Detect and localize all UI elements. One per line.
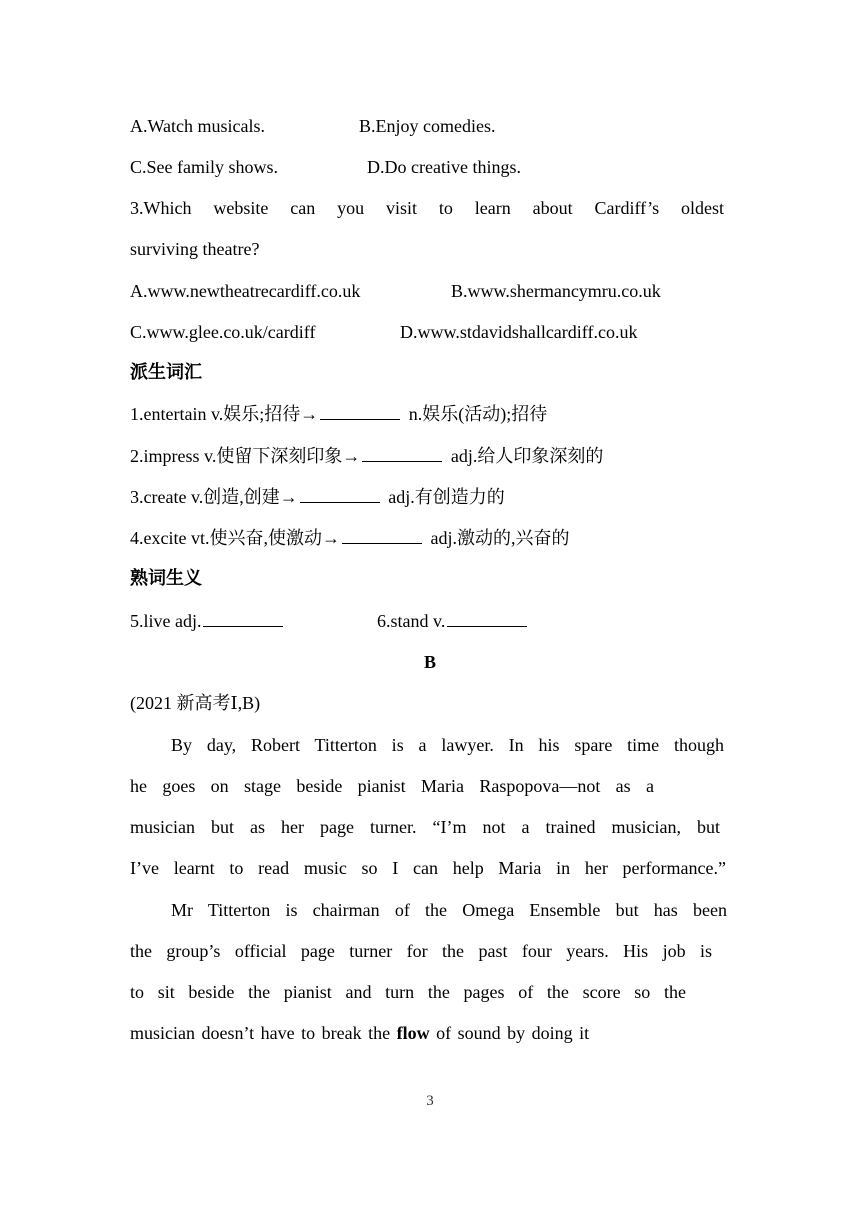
familiar-item-5 xyxy=(130,609,287,633)
derived-item-2-suffix: adj.给人印象深刻的 xyxy=(450,446,604,466)
derived-item-3-suffix: adj.有创造力的 xyxy=(388,487,505,507)
familiar-item-6-label: 6.stand v. xyxy=(377,611,446,631)
answer-blank xyxy=(342,526,422,544)
derived-vocab-heading: 派生词汇 xyxy=(130,362,202,383)
q3-option-d: D.www.stdavidshallcardiff.co.uk xyxy=(400,322,638,342)
q3-option-b: B.www.shermancymru.co.uk xyxy=(451,281,661,301)
answer-blank xyxy=(203,609,283,627)
passage-p2-line-4-post: of sound by doing it xyxy=(436,1023,590,1043)
derived-item-1-suffix: n.娱乐(活动);招待 xyxy=(408,404,548,424)
derived-item-2-prefix: 2.impress v.使留下深刻印象→ xyxy=(130,446,361,466)
derived-item-2 xyxy=(130,444,603,468)
answer-blank xyxy=(447,609,527,627)
passage-p1-line-4: I’ve learnt to read music so I can help Maria in her performance.” xyxy=(130,858,726,878)
derived-item-1-prefix: 1.entertain v.娱乐;招待→ xyxy=(130,404,319,424)
passage-p2-line-2: the group’s official page turner for the past four years. His job is xyxy=(130,941,712,961)
passage-p2-line-3: to sit beside the pianist and turn the pages of the score so the xyxy=(130,982,686,1002)
q3-option-a: A.www.newtheatrecardiff.co.uk xyxy=(130,281,361,301)
passage-p2-line-4 xyxy=(130,1021,589,1045)
q3-stem-line-1: 3.Which website can you visit to learn about Cardiff’s oldest xyxy=(130,198,724,218)
q2-option-b: B.Enjoy comedies. xyxy=(359,116,496,136)
passage-p2-line-4-pre: musician doesn’t have to break the xyxy=(130,1023,391,1043)
section-title: B xyxy=(423,652,436,672)
passage-source: (2021 新高考Ⅰ,B) xyxy=(130,693,261,713)
keyword-flow: flow xyxy=(396,1023,430,1043)
page-number: 3 xyxy=(426,1093,434,1109)
derived-item-4 xyxy=(130,526,569,550)
derived-item-4-suffix: adj.激动的,兴奋的 xyxy=(430,528,570,548)
derived-item-3 xyxy=(130,485,505,509)
passage-p1-line-1: By day, Robert Titterton is a lawyer. In his spare time though xyxy=(171,735,724,755)
derived-item-3-prefix: 3.create v.创造,创建→ xyxy=(130,487,298,507)
derived-item-4-prefix: 4.excite vt.使兴奋,使激动→ xyxy=(130,528,340,548)
q2-option-d: D.Do creative things. xyxy=(367,157,521,177)
answer-blank xyxy=(300,485,380,503)
familiar-words-heading: 熟词生义 xyxy=(130,568,202,589)
derived-item-1 xyxy=(130,402,547,426)
answer-blank xyxy=(320,402,400,420)
familiar-item-5-label: 5.live adj. xyxy=(130,611,202,631)
q3-stem-line-2: surviving theatre? xyxy=(130,239,260,259)
q2-option-a: A.Watch musicals. xyxy=(130,116,266,136)
q2-option-c: C.See family shows. xyxy=(130,157,278,177)
q3-option-c: C.www.glee.co.uk/cardiff xyxy=(130,322,316,342)
answer-blank xyxy=(362,444,442,462)
passage-p2-line-1: Mr Titterton is chairman of the Omega Ensemble but has been xyxy=(171,900,727,920)
passage-p1-line-3: musician but as her page turner. “I’m not a trained musician, but xyxy=(130,817,720,837)
familiar-item-6 xyxy=(377,609,531,633)
passage-p1-line-2: he goes on stage beside pianist Maria Raspopova—not as a xyxy=(130,776,654,796)
